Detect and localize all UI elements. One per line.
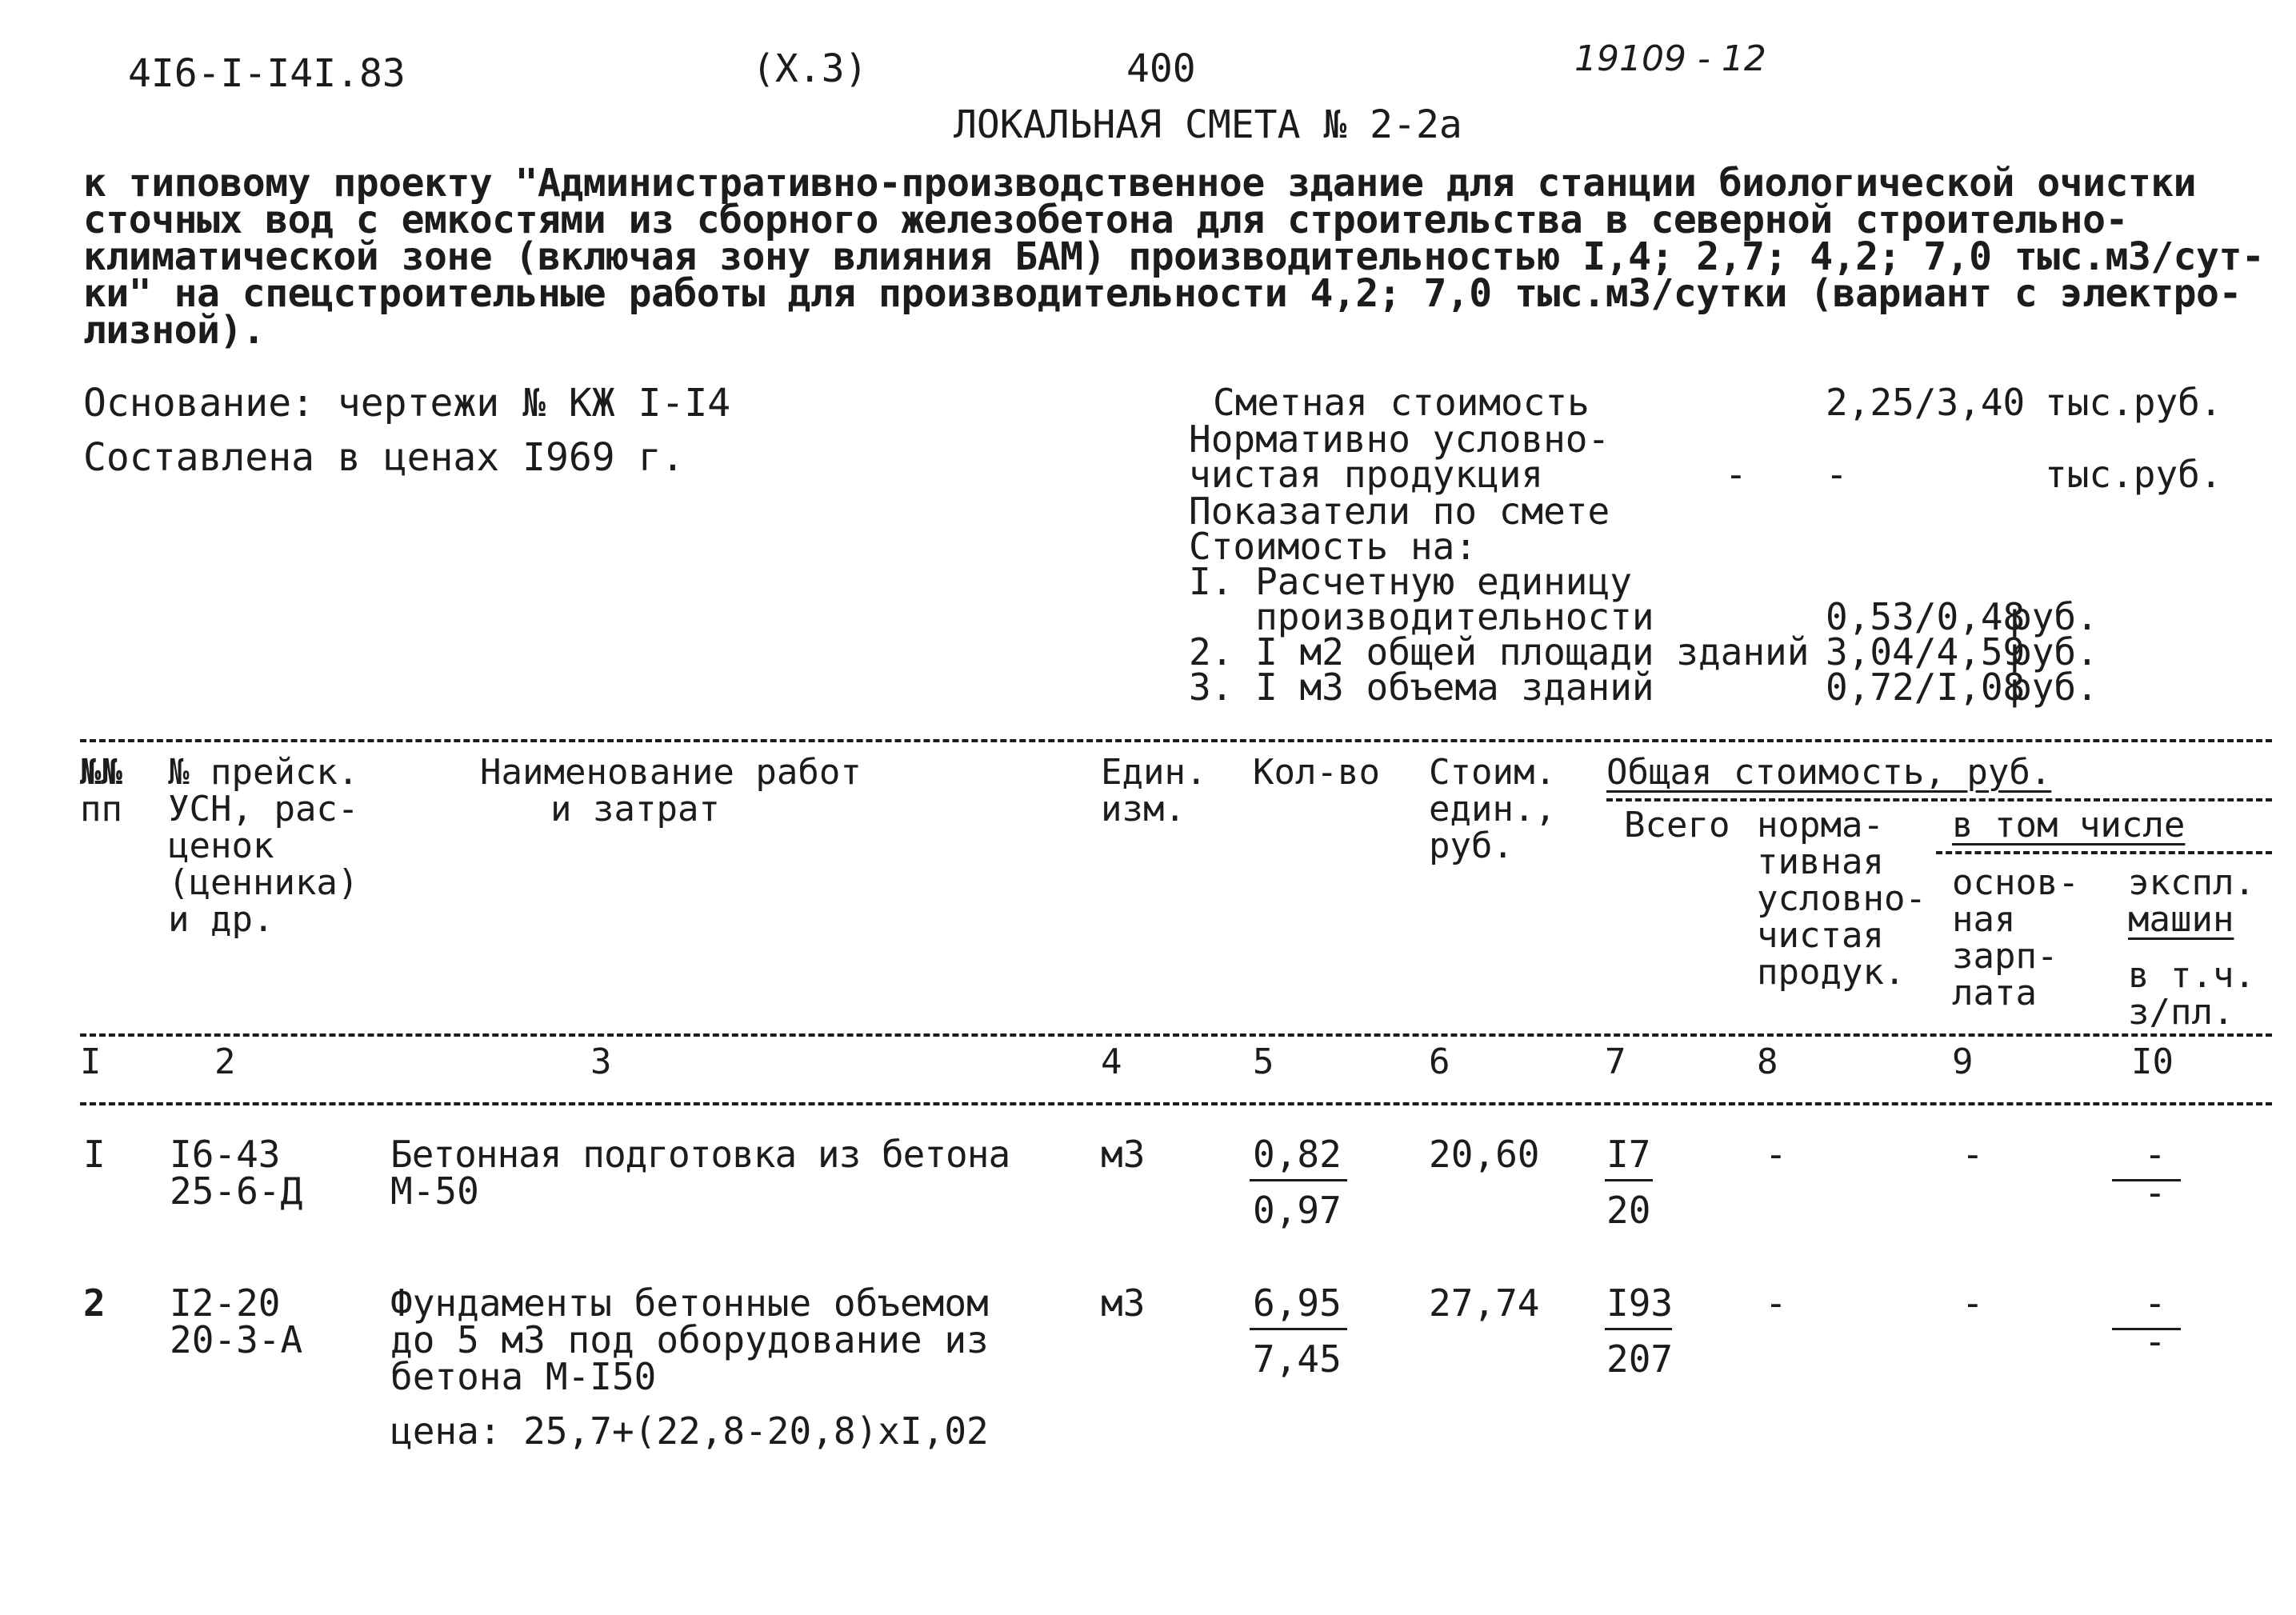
column-number: 2 (214, 1041, 236, 1082)
indicator-unit: руб. (2010, 666, 2098, 709)
machines-bottom: - (2144, 1320, 2166, 1363)
section-code: (X.3) (752, 46, 868, 91)
col3-header: и затрат (550, 789, 720, 829)
indicator-value: 3,04/4,59 (1826, 630, 2026, 674)
fraction-line (1250, 1179, 1347, 1181)
price-code: 20-3-А (170, 1318, 303, 1361)
base-salary: - (1962, 1281, 1984, 1325)
col2-header: и др. (168, 899, 274, 940)
indicator-value: 0,53/0,48 (1826, 595, 2026, 638)
column-number: 8 (1757, 1041, 1778, 1082)
col4-header: Един. (1101, 752, 1207, 793)
col9-header: лата (1952, 973, 2037, 1013)
machines-top: - (2144, 1281, 2166, 1325)
price-code: I2-20 (170, 1281, 281, 1325)
unit: м3 (1101, 1133, 1146, 1176)
indicator-unit: руб. (2010, 630, 2098, 674)
normative-product: - (1765, 1281, 1787, 1325)
indicators-label: Показатели по смете (1189, 490, 1610, 533)
quantity-actual: 0,97 (1253, 1189, 1342, 1232)
price-note: цена: 25,7+(22,8-20,8)хI,02 (390, 1409, 989, 1453)
work-name: Бетонная подготовка из бетона (390, 1133, 1010, 1176)
col10-header: экспл. (2128, 862, 2255, 903)
col5-header: Кол-во (1253, 752, 1380, 793)
col1-header: пп (80, 789, 122, 829)
price-code: I6-43 (170, 1133, 281, 1176)
indicator-item: I. Расчетную единицу (1189, 560, 1632, 603)
document-title: ЛОКАЛЬНАЯ СМЕТА № 2-2а (954, 102, 1462, 147)
description-line: к типовому проекту "Административно-производственное здание для станции биологической очистки (83, 161, 2197, 206)
col8-header: тивная (1757, 841, 1884, 882)
column-number: 3 (590, 1041, 612, 1082)
table-rule (1936, 851, 2272, 854)
fraction-line (1605, 1328, 1672, 1330)
col7-header: Всего (1624, 805, 1730, 845)
column-number: 9 (1952, 1041, 1974, 1082)
page-number: 400 (1126, 46, 1196, 91)
machines-top: - (2144, 1133, 2166, 1176)
column-number: I (80, 1041, 102, 1082)
col2-header: УСН, рас- (168, 789, 359, 829)
indicator-item: 3. I м3 объема зданий (1189, 666, 1654, 709)
col2-header: ценок (168, 825, 274, 866)
col8-header: норма- (1757, 805, 1884, 845)
work-name: бетона М-I50 (390, 1355, 657, 1398)
col2-header: (ценника) (168, 862, 359, 903)
work-name: М-50 (390, 1169, 479, 1213)
npc-label: чистая продукция (1189, 453, 1544, 496)
column-number: 6 (1429, 1041, 1450, 1082)
table-rule (1606, 798, 2272, 802)
basis-drawings: Основание: чертежи № КЖ I-I4 (83, 381, 731, 426)
indicator-item: производительности (1189, 595, 1654, 638)
description-line: сточных вод с емкостями из сборного железобетона для строительства в северной строительно- (83, 198, 2128, 242)
table-rule (80, 1033, 2272, 1037)
col8-header: условно- (1757, 878, 1926, 919)
col10-header: з/пл. (2128, 992, 2234, 1033)
estimate-cost-value: 2,25/3,40 (1826, 381, 2026, 424)
table-rule (80, 1102, 2272, 1105)
basis-prices: Составлена в ценах I969 г. (83, 435, 685, 480)
col9-header: основ- (1952, 862, 2079, 903)
npc-dash: - (1725, 453, 1747, 496)
including-header: в том числе (1952, 805, 2186, 845)
col9-header: ная (1952, 899, 2016, 940)
normative-product: - (1765, 1133, 1787, 1176)
col6-header: Стоим. (1429, 752, 1556, 793)
description-line: климатической зоне (включая зону влияния БАМ) производительностью I,4; 2,7; 4,2; 7,0 тыс.м3/сут- (83, 234, 2265, 279)
column-number: 5 (1253, 1041, 1274, 1082)
indicator-value: 0,72/I,08 (1826, 666, 2026, 709)
total-design: I7 (1606, 1133, 1651, 1176)
col8-header: продук. (1757, 952, 1906, 993)
npc-dash: - (1826, 453, 1848, 496)
quantity-design: 0,82 (1253, 1133, 1342, 1176)
column-number: 4 (1101, 1041, 1122, 1082)
unit-price: 20,60 (1429, 1133, 1540, 1176)
npc-unit: тыс.руб. (2045, 453, 2222, 496)
estimate-cost-unit: тыс.руб. (2045, 381, 2222, 424)
fraction-line (1605, 1179, 1653, 1181)
work-name: до 5 м3 под оборудование из (390, 1318, 989, 1361)
fraction-line (1250, 1328, 1347, 1330)
col10-header: в т.ч. (2128, 955, 2255, 996)
col8-header: чистая (1757, 915, 1884, 956)
cost-on-label: Стоимость на: (1189, 525, 1478, 568)
quantity-actual: 7,45 (1253, 1337, 1342, 1381)
col1-header: №№ (80, 752, 122, 793)
description-line: лизной). (83, 308, 266, 353)
total-cost-header: Общая стоимость, руб. (1606, 752, 2052, 793)
estimate-cost-label: Сметная стоимость (1213, 381, 1590, 424)
total-actual: 207 (1606, 1337, 1674, 1381)
total-actual: 20 (1606, 1189, 1651, 1232)
col2-header: № прейск. (168, 752, 359, 793)
col9-header: зарп- (1952, 936, 2058, 977)
base-salary: - (1962, 1133, 1984, 1176)
document-code: 4I6-I-I4I.83 (128, 51, 406, 96)
row-number: I (83, 1133, 106, 1176)
col6-header: един., (1429, 789, 1556, 829)
unit: м3 (1101, 1281, 1146, 1325)
description-line: ки" на спецстроительные работы для производительности 4,2; 7,0 тыс.м3/сутки (вариант с электро- (83, 271, 2242, 316)
row-number: 2 (83, 1281, 106, 1325)
indicator-item: 2. I м2 общей площади зданий (1189, 630, 1810, 674)
npc-label: Нормативно условно- (1189, 418, 1610, 461)
unit-price: 27,74 (1429, 1281, 1540, 1325)
total-design: I93 (1606, 1281, 1674, 1325)
col4-header: изм. (1101, 789, 1186, 829)
col3-header: Наименование работ (480, 752, 862, 793)
column-number: I0 (2131, 1041, 2174, 1082)
price-code: 25-6-Д (170, 1169, 303, 1213)
column-number: 7 (1605, 1041, 1626, 1082)
table-rule (80, 739, 2272, 742)
col10-header: машин (2128, 899, 2234, 940)
work-name: Фундаменты бетонные объемом (390, 1281, 989, 1325)
handwritten-number: 19109 - 12 (1574, 38, 1766, 79)
machines-bottom: - (2144, 1171, 2166, 1214)
indicator-unit: руб. (2010, 595, 2098, 638)
col6-header: руб. (1429, 825, 1514, 866)
quantity-design: 6,95 (1253, 1281, 1342, 1325)
